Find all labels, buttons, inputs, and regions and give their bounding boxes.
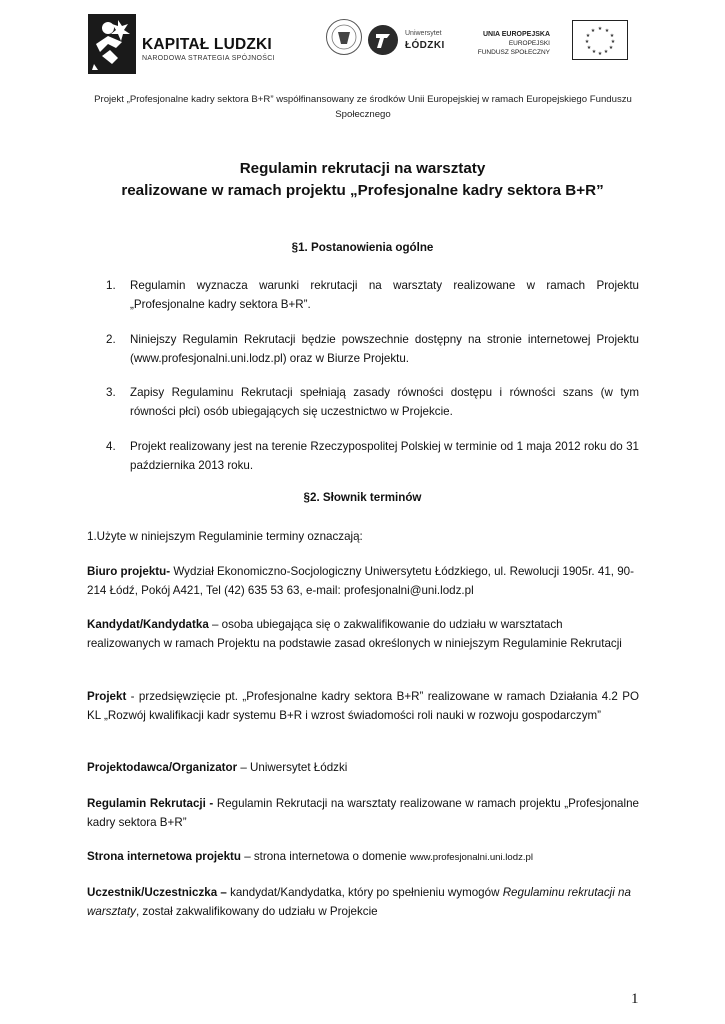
eu-logo <box>470 18 640 74</box>
term-definition: Regulamin Rekrutacji na warsztaty realizowane w ramach projektu „Profesjonalne kadry sektora B+R” <box>87 797 639 829</box>
term-projektodawca <box>87 758 639 777</box>
svg-text:★: ★ <box>584 39 590 45</box>
term-label: Regulamin Rekrutacji - <box>87 797 214 810</box>
term-label: Biuro projektu- <box>87 565 171 578</box>
page-number: 1 <box>631 991 639 1007</box>
term-biuro-projektu <box>87 562 639 600</box>
term-label: Projektodawca/Organizator <box>87 761 238 774</box>
title-line-2: realizowane w ramach projektu „Profesjonalne kadry sektora B+R” <box>121 182 604 199</box>
list-item-number: 1. <box>106 279 116 292</box>
term-strona-internetowa <box>87 847 639 867</box>
term-label: Kandydat/Kandydatka <box>87 618 209 631</box>
eu-line-1: UNIA EUROPEJSKA <box>482 31 550 38</box>
term-projekt <box>87 687 639 725</box>
eu-line-2: EUROPEJSKI <box>508 40 550 47</box>
svg-text:★: ★ <box>608 45 614 51</box>
section-2-intro: 1.Użyte w niniejszym Regulaminie terminy oznaczają: <box>87 530 363 543</box>
list-item-text: Niniejszy Regulamin Rekrutacji będzie powszechnie dostępny na stronie internetowej Projektu (www.profesjonalni.uni.lodz.pl) oraz w Biurze Projektu. <box>130 333 639 365</box>
university-mark-icon <box>367 24 399 56</box>
list-item-text: Zapisy Regulaminu Rekrutacji spełniają zasady równości dostępu i równości szans (w tym równości płci) osób ubiegających się uczestnictwo w Projekcie. <box>130 386 639 418</box>
logo-header <box>0 0 725 80</box>
eu-line-3: FUNDUSZ SPOŁECZNY <box>477 49 550 56</box>
title-line-1: Regulamin rekrutacji na warsztaty <box>239 160 486 177</box>
kapital-ludzki-title: KAPITAŁ LUDZKI <box>142 36 272 53</box>
term-definition: – osoba ubiegająca się o zakwalifikowanie do udziału w warsztatach realizowanych w ramach Projektu na podstawie zasad określonych w niniejszym Regulaminie Rekrutacji <box>87 618 622 650</box>
term-regulamin-rekrutacji <box>87 794 639 832</box>
term-definition: Wydział Ekonomiczno-Socjologiczny Uniwersytetu Łódzkiego, ul. Rewolucji 1905r. 41, 90-214 Łódź, Pokój A421, Tel (42) 635 53 63, e-mail: profesjonalni@uni.lodz.pl <box>87 565 634 597</box>
list-item <box>106 383 639 421</box>
university-seal-icon <box>325 18 363 56</box>
term-label: Uczestnik/Uczestniczka – <box>87 886 227 899</box>
term-kandydat <box>87 615 639 653</box>
svg-text:★: ★ <box>597 51 603 57</box>
kapital-ludzki-logo <box>88 14 288 76</box>
kapital-ludzki-emblem-icon <box>88 14 136 74</box>
term-label: Projekt <box>87 690 127 703</box>
university-label-top: Uniwersytet <box>405 30 442 37</box>
list-item-number: 2. <box>106 333 116 346</box>
list-item-text: Regulamin wyznacza warunki rekrutacji na warsztaty realizowane w ramach Projektu „Profesjonalne kadry sektora B+R”. <box>130 279 639 311</box>
term-label: Strona internetowa projektu <box>87 850 241 863</box>
svg-text:★: ★ <box>604 28 610 34</box>
eu-text <box>478 30 550 57</box>
term-definition: kandydat/Kandydatka, który po spełnieniu wymogów <box>226 886 503 899</box>
section-1-heading: §1. Postanowienia ogólne <box>291 241 434 254</box>
svg-text:★: ★ <box>609 33 615 39</box>
term-definition: – strona internetowa o domenie <box>240 850 410 863</box>
term-definition: - przedsięwzięcie pt. „Profesjonalne kadry sektora B+R” realizowane w ramach Działania 4.2 PO KL „Rozwój kwalifikacji kadr systemu B+R i wzrost świadomości roli nauki w rozwoju gospodarczym” <box>87 690 639 722</box>
document-title <box>60 158 665 202</box>
svg-text:★: ★ <box>591 49 597 55</box>
svg-text:★: ★ <box>586 45 592 51</box>
section-2-heading: §2. Słownik terminów <box>303 491 422 504</box>
eu-flag-icon <box>572 20 628 60</box>
term-definition-end: , został zakwalifikowany do udziału w Projekcie <box>135 905 378 918</box>
svg-text:★: ★ <box>590 28 596 34</box>
list-item <box>106 437 639 475</box>
term-definition: – Uniwersytet Łódzki <box>237 761 348 774</box>
svg-text:★: ★ <box>597 26 603 32</box>
svg-text:★: ★ <box>610 39 616 45</box>
term-definition-italic: Regulaminu rekrutacji na warsztaty <box>87 886 631 918</box>
svg-text:★: ★ <box>603 49 609 55</box>
svg-text:★: ★ <box>585 33 591 39</box>
funding-note: Projekt „Profesjonalne kadry sektora B+R” współfinansowany ze środków Unii Europejskiej w ramach Europejskiego Funduszu Społecznego <box>94 94 632 120</box>
list-item-number: 4. <box>106 440 116 453</box>
kapital-ludzki-subtitle: NARODOWA STRATEGIA SPÓJNOŚCI <box>142 55 275 62</box>
list-item-text: Projekt realizowany jest na terenie Rzeczypospolitej Polskiej w terminie od 1 maja 2012 roku do 31 października 2013 roku. <box>130 440 639 472</box>
list-item-number: 3. <box>106 386 116 399</box>
university-logo <box>325 16 445 68</box>
list-item <box>106 276 639 314</box>
list-item <box>106 330 639 368</box>
university-label-main: ŁÓDZKI <box>405 40 445 51</box>
term-uczestnik <box>87 883 639 921</box>
website-url: www.profesjonalni.uni.lodz.pl <box>409 852 534 863</box>
